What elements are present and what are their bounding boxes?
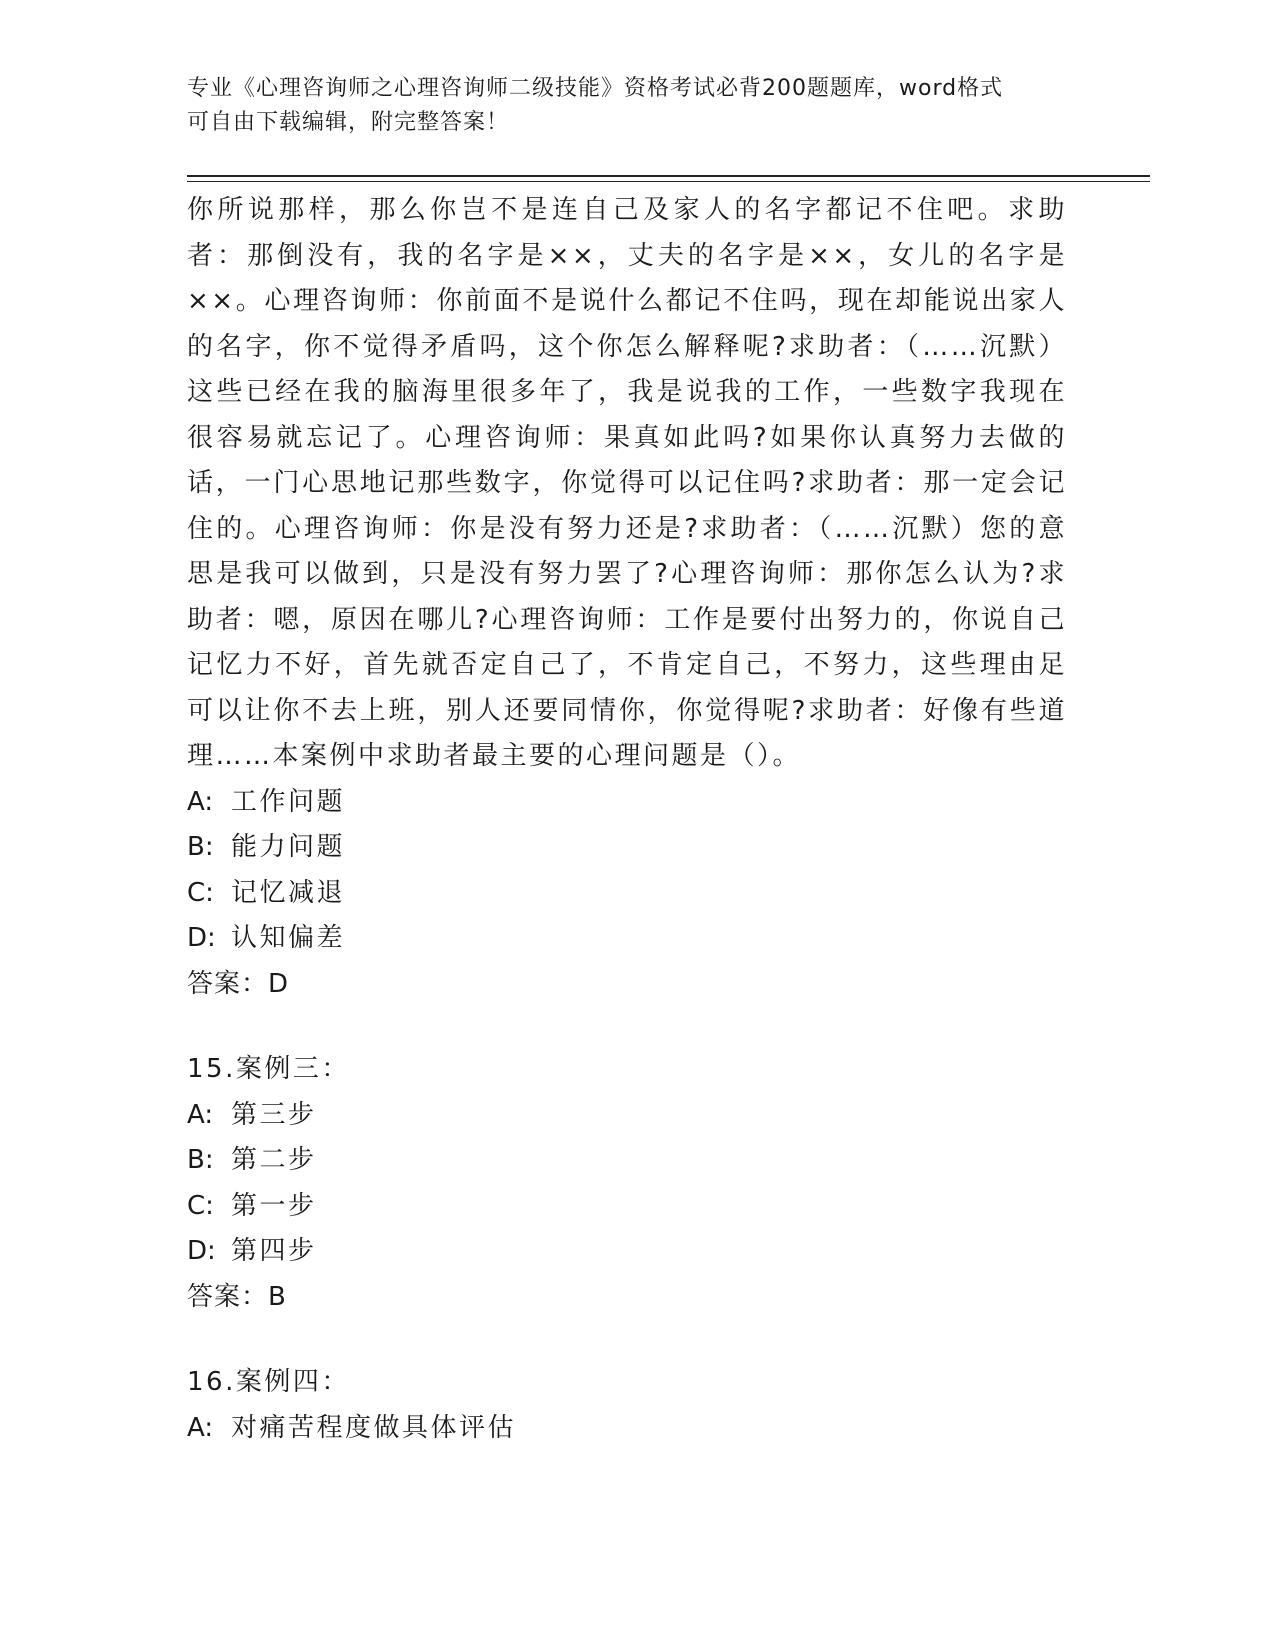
option-text: 认知偏差 <box>231 923 346 953</box>
question-14 <box>187 188 1067 1007</box>
option-text: 第四步 <box>231 1236 317 1266</box>
document-body <box>187 188 1067 1451</box>
option-letter: D: <box>187 1236 216 1266</box>
option-c <box>187 871 1067 917</box>
option-text: 第二步 <box>231 1145 317 1175</box>
option-letter: B: <box>187 832 214 862</box>
option-letter: A: <box>187 1412 214 1443</box>
option-text: 工作问题 <box>231 786 346 817</box>
option-text: 能力问题 <box>231 832 346 862</box>
option-a <box>187 1093 1067 1139</box>
option-text: 第三步 <box>231 1099 317 1130</box>
option-d <box>187 1229 1067 1275</box>
question-passage: 你所说那样，那么你岂不是连自己及家人的名字都记不住吧。求助者：那倒没有，我的名字是××，丈夫的名字是××，女儿的名字是××。心理咨询师：你前面不是说什么都记不住吗，现在却能说出家人的名字，你不觉得矛盾吗，这个你怎么解释呢?求助者：（……沉默）这些已经在我的脑海里很多年了，我是说我的工作，一些数字我现在很容易就忘记了。心理咨询师：果真如此吗?如果你认真努力去做的话，一门心思地记那些数字，你觉得可以记住吗?求助者：那一定会记住的。心理咨询师：你是没有努力还是?求助者：（……沉默）您的意思是我可以做到，只是没有努力罢了?心理咨询师：那你怎么认为?求助者：嗯，原因在哪儿?心理咨询师：工作是要付出努力的，你说自己记忆力不好，首先就否定自己了，不肯定自己，不努力，这些理由足可以让你不去上班，别人还要同情你，你觉得呢?求助者：好像有些道理……本案例中求助者最主要的心理问题是（）。 <box>187 195 1067 771</box>
question-title: 15.案例三： <box>187 1054 350 1084</box>
answer: 答案：B <box>187 1281 287 1312</box>
option-a <box>187 1406 1067 1452</box>
option-a <box>187 780 1067 826</box>
option-b <box>187 1138 1067 1184</box>
option-text: 第一步 <box>231 1190 317 1221</box>
header-line-2: 可自由下载编辑，附完整答案！ <box>187 110 510 135</box>
option-b <box>187 825 1067 871</box>
option-text: 对痛苦程度做具体评估 <box>231 1412 517 1443</box>
answer: 答案：D <box>187 968 290 999</box>
question-title: 16.案例四： <box>187 1367 350 1397</box>
option-letter: C: <box>187 1190 214 1221</box>
question-15 <box>187 1047 1067 1320</box>
option-letter: A: <box>187 1099 214 1130</box>
header-rule-thin <box>187 181 1150 182</box>
option-d <box>187 916 1067 962</box>
option-text: 记忆减退 <box>231 877 346 908</box>
question-16 <box>187 1360 1067 1451</box>
header-rule-thick <box>187 175 1150 177</box>
option-c <box>187 1184 1067 1230</box>
document-header <box>187 72 1087 140</box>
header-line-1: 专业《心理咨询师之心理咨询师二级技能》资格考试必背200题题库，word格式 <box>187 76 1004 101</box>
spacer <box>187 1320 1067 1360</box>
option-letter: C: <box>187 877 214 908</box>
option-letter: A: <box>187 786 214 817</box>
spacer <box>187 1007 1067 1047</box>
option-letter: D: <box>187 923 216 953</box>
option-letter: B: <box>187 1145 214 1175</box>
